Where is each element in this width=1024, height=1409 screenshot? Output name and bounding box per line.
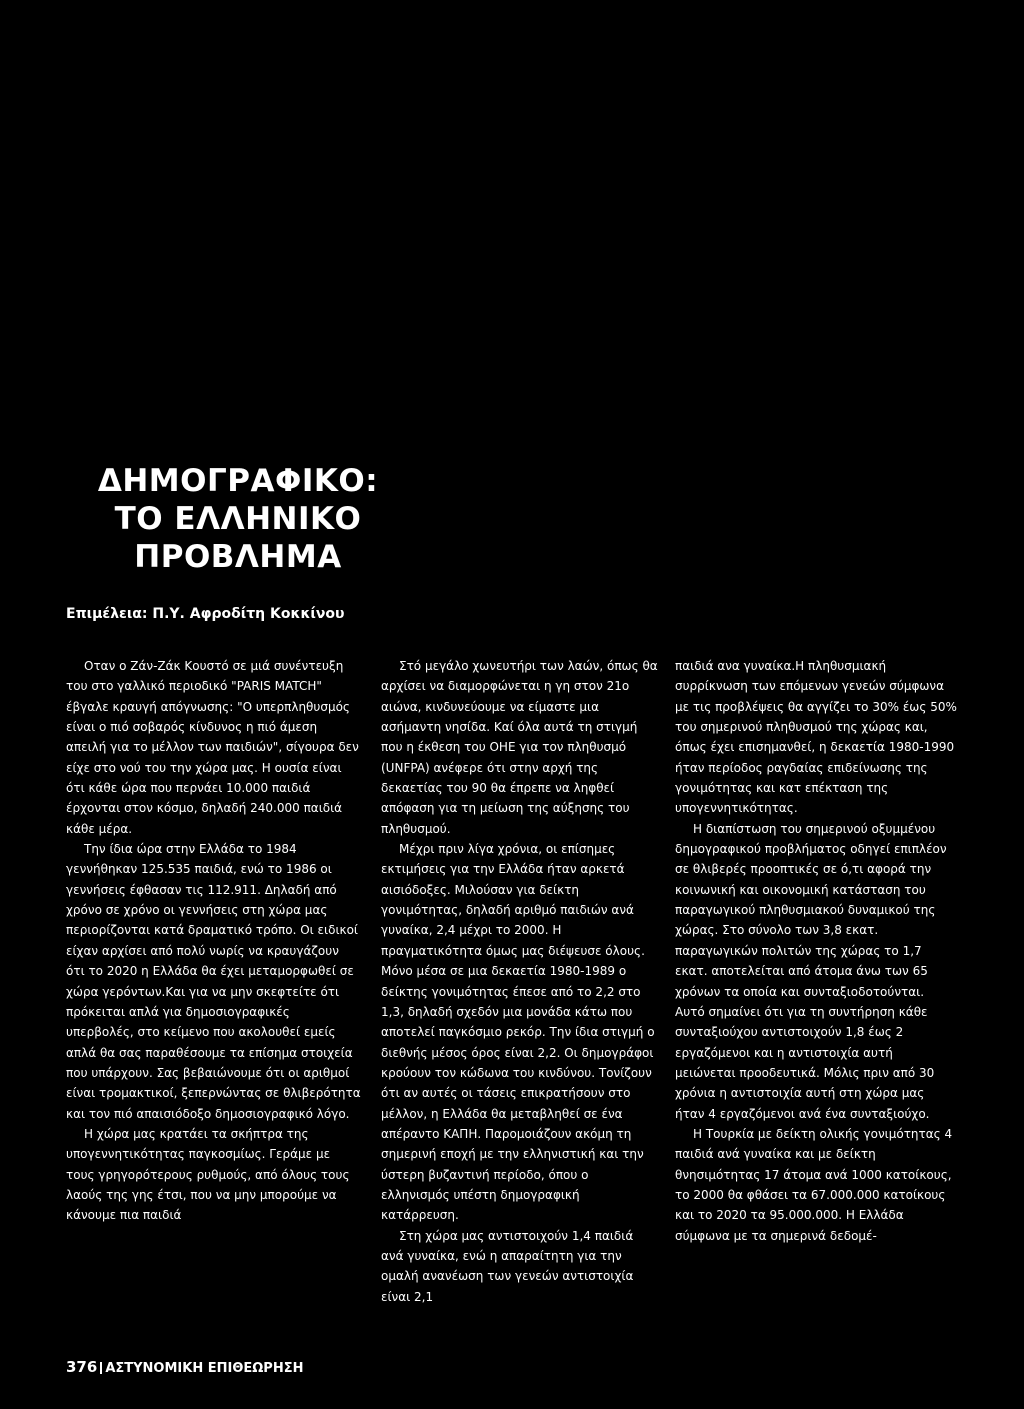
paragraph: Στό μεγάλο χωνευτήρι των λαών, όπως θα αρχίσει να διαμορφώνεται η γη στον 21ο αιώνα, κινδυνεύουμε να είμαστε μια ασήμαντη νησίδα. Καί όλα αυτά τη στιγμή που η έκθεση του ΟΗΕ για τον πληθυσμό (UNFPA) ανέφερε ότι στην αρχή της δεκαετίας του 90 θα έπρεπε να ληφθεί απόφαση για τη μείωση της αύξησης του πληθυσμού. bbox=[381, 659, 658, 836]
title-line-2: ΤΟ ΕΛΛΗΝΙΚΟ bbox=[114, 501, 362, 537]
paragraph: Οταν ο Ζάν-Ζάκ Κουστό σε μιά συνέντευξη του στο γαλλικό περιοδικό "PARIS MATCH" έβγαλε κραυγή απόγνωσης: "Ο υπερπληθυσμός είναι ο πιό σοβαρός κίνδυνος η πιό άμεση απειλή για το μέλλον των παιδιών", σίγουρα δεν είχε στο νού του την χώρα μας. Η ουσία είναι ότι κάθε ώρα που περνάει 10.000 παιδιά έρχονται στον κόσμο, δηλαδή 240.000 παιδιά κάθε μέρα. bbox=[66, 659, 359, 836]
title-line-1: ΔΗΜΟΓΡΑΦΙΚΟ: bbox=[97, 463, 379, 499]
page-number: 376 bbox=[66, 1358, 98, 1376]
paragraph: Την ίδια ώρα στην Ελλάδα το 1984 γεννήθηκαν 125.535 παιδιά, ενώ το 1986 οι γεννήσεις έφθασαν τις 112.911. Δηλαδή από χρόνο σε χρόνο οι γεννήσεις στη χώρα μας περιορίζονται κατά δραματικό τρόπο. Οι ειδικοί είχαν αρχίσει από πολύ νωρίς να κραυγάζουν ότι το 2020 η Ελλάδα θα έχει μεταμορφωθεί σε χώρα γερόντων.Και για να μην σκεφτείτε ότι πρόκειται απλά για δημοσιογραφικές υπερβολές, στο κείμενο που ακολουθεί εμείς απλά θα σας παραθέσουμε τα επίσημα στοιχεία που υπάρχουν. Σας βεβαιώνουμε ότι οι αριθμοί είναι τρομακτικοί, ξεπερνώντας σε θλιβερότητα και τον πιό απαισιόδοξο δημοσιογραφικό λόγο. bbox=[66, 842, 361, 1121]
article-title bbox=[88, 462, 388, 576]
paragraph: Η Τουρκία με δείκτη ολικής γονιμότητας 4 παιδιά ανά γυναίκα και με δείκτη θνησιμότητας 17 άτομα ανά 1000 κατοίκους, το 2000 θα φθάσει τα 67.000.000 κατοίκους και το 2020 τα 95.000.000. Η Ελλάδα σύμφωνα με τα σημερινά δεδομέ- bbox=[675, 1126, 953, 1243]
text-column-1 bbox=[66, 656, 361, 1226]
paragraph: Στη χώρα μας αντιστοιχούν 1,4 παιδιά ανά γυναίκα, ενώ η απαραίτητη για την ομαλή ανανέωση των γενεών αντιστοιχία είναι 2,1 bbox=[381, 1228, 634, 1304]
text-column-2 bbox=[381, 656, 659, 1307]
paragraph: Η χώρα μας κρατάει τα σκήπτρα της υπογεννητικότητας παγκοσμίως. Γεράμε με τους γρηγορότερους ρυθμούς, από όλους τους λαούς της γης έτσι, που να μην μπορούμε να κάνουμε πια παιδιά bbox=[66, 1126, 350, 1223]
paragraph: παιδιά ανα γυναίκα.Η πληθυσμιακή συρρίκνωση των επόμενων γενεών σύμφωνα με τις προβλέψεις θα αγγίζει το 30% έως 50% του σημερινού πληθυσμού της χώρας και, όπως έχει επισημανθεί, η δεκαετία 1980-1990 ήταν περίοδος ραγδαίας επιδείνωσης της γονιμότητας και κατ επέκταση της υπογεννητικότητας. bbox=[675, 659, 957, 816]
publication-name: ΑΣΤΥΝΟΜΙΚΗ ΕΠΙΘΕΩΡΗΣΗ bbox=[105, 1361, 304, 1376]
title-line-3: ΠΡΟΒΛΗΜΑ bbox=[134, 539, 342, 575]
byline: Επιμέλεια: Π.Υ. Αφροδίτη Κοκκίνου bbox=[66, 606, 345, 622]
paragraph: Η διαπίστωση του σημερινού οξυμμένου δημογραφικού προβλήματος οδηγεί επιπλέον σε θλιβερές προοπτικές σε ό,τι αφορά την κοινωνική και οικονομική κατάσταση του παραγωγικού πληθυσμιακού δυναμικού της χώρας. Στο σύνολο των 3,8 εκατ. παραγωγικών πολιτών της χώρας το 1,7 εκατ. αποτελείται από άτομα άνω των 65 χρόνων τα οποία και συνταξιοδοτούνται. Αυτό σημαίνει ότι για τη συντήρηση κάθε συνταξιούχου αντιστοιχούν 1,8 έως 2 εργαζόμενοι και η αντιστοιχία αυτή μειώνεται προοδευτικά. Μόλις πριν από 30 χρόνια η αντιστοιχία αυτή στη χώρα μας ήταν 4 εργαζόμενοι ανά ένα συνταξιούχο. bbox=[675, 821, 947, 1121]
page-footer bbox=[66, 1358, 303, 1376]
paragraph: Μέχρι πριν λίγα χρόνια, οι επίσημες εκτιμήσεις για την Ελλάδα ήταν αρκετά αισιόδοξες. Μιλούσαν για δείκτη γονιμότητας, δηλαδή αριθμό παιδιών ανά γυναίκα, 2,4 μέχρι το 2000. Η πραγματικότητα όμως μας διέψευσε όλους. Μόνο μέσα σε μια δεκαετία 1980-1989 ο δείκτης γονιμότητας έπεσε από το 2,2 στο 1,3, δηλαδή σχεδόν μια μονάδα κάτω που αποτελεί παγκόσμιο ρεκόρ. Την ίδια στιγμή ο διεθνής μέσος όρος είναι 2,2. Οι δημογράφοι κρούουν τον κώδωνα του κινδύνου. Τονίζουν ότι αν αυτές οι τάσεις επικρατήσουν στο μέλλον, η Ελλάδα θα μεταβληθεί σε ένα απέραντο ΚΑΠΗ. Παρομοιάζουν ακόμη τη σημερινή εποχή με την ελληνιστική και την ύστερη βυζαντινή περίοδο, όπου ο ελληνισμός υπέστη δημογραφική κατάρρευση. bbox=[381, 842, 655, 1223]
footer-divider bbox=[100, 1362, 102, 1374]
text-column-3 bbox=[675, 656, 957, 1246]
